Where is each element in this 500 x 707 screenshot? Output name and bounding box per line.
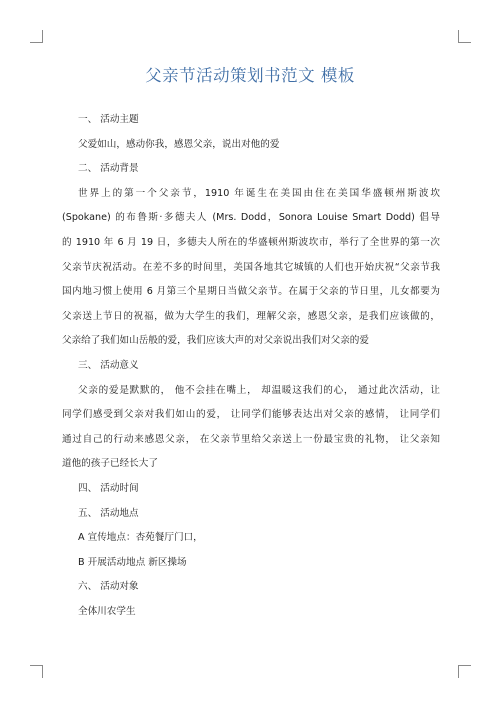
section-heading: 六、 活动对象 [78,581,139,593]
crop-mark-top-right [458,30,471,43]
paragraph-line: (Spokane) 的布鲁斯·多德夫人 (Mrs. Dodd，Sonora Louise Smart Dodd) 倡导 [62,212,440,224]
section-heading: 一、 活动主题 [78,114,139,125]
section-heading: 五、 活动地点 [78,507,139,519]
document-title: 父亲节活动策划书范文 模板 [145,66,355,85]
paragraph-line: 父亲送上节日的祝福，做为大学生的我们，理解父亲，感恩父亲，是我们应该做的， [62,310,440,322]
section-heading: 二、 活动背景 [78,163,139,175]
paragraph-line: 道他的孩子已经长大了 [62,458,158,470]
section-heading: 三、 活动意义 [78,359,139,371]
paragraph-line: 父亲节庆祝活动。在差不多的时间里，美国各地其它城镇的人们也开始庆祝“父亲节我 [62,261,440,273]
paragraph-line: 通过自己的行动来感恩父亲， 在父亲节里给父亲送上一份最宝贵的礼物， 让父亲知 [62,433,440,445]
paragraph-line: 的 1910 年 6 月 19 日，多德夫人所在的华盛顿州斯波坎市，举行了全世界的第一次 [62,236,440,248]
document-body [62,108,440,624]
paragraph-line: 全体川农学生 [78,605,136,617]
paragraph-line: 父爱如山，感动你我，感恩父亲，说出对他的爱 [78,138,280,150]
paragraph-line: A 宣传地点：杏苑餐厅门口， [78,532,203,544]
section-heading: 四、 活动时间 [78,482,139,494]
paragraph-line: 世界上的第一个父亲节，1910 年诞生在美国由住在美国华盛顿州斯波坎 [78,187,440,199]
paragraph-line: 父亲给了我们如山岳般的爱，我们应该大声的对父亲说出我们对父亲的爱 [62,335,369,347]
paragraph-line: 国内地习惯上使用 6 月第三个星期日当做父亲节。在属于父亲的节日里，儿女都要为 [62,286,440,298]
crop-mark-bottom-left [30,665,43,678]
paragraph-line: B 开展活动地点 新区操场 [78,556,187,568]
paragraph-line: 同学们感受到父亲对我们如山的爱， 让同学们能够表达出对父亲的感情， 让同学们 [62,409,440,421]
paragraph-line: 父亲的爱是默默的， 他不会挂在嘴上， 却温暖这我们的心， 通过此次活动，让 [78,384,440,396]
crop-mark-top-left [30,30,43,43]
crop-mark-bottom-right [458,665,471,678]
